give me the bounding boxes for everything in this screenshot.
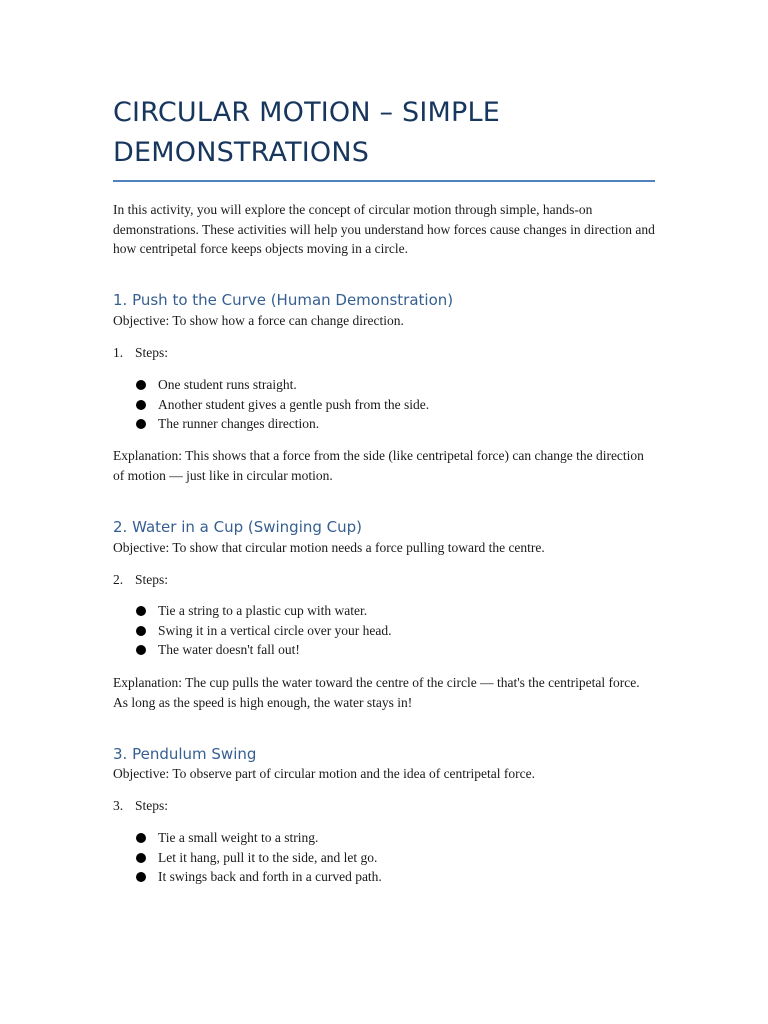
bullet-icon xyxy=(136,853,146,863)
steps-label: Steps: xyxy=(135,345,169,360)
bullet-text: One student runs straight. xyxy=(158,377,297,392)
section-1-bullet-list xyxy=(136,375,429,434)
bullet-icon xyxy=(136,606,146,616)
bullet-icon xyxy=(136,872,146,882)
bullet-icon xyxy=(136,833,146,843)
steps-number: 3. xyxy=(113,798,124,813)
title-underline xyxy=(113,180,655,182)
steps-number: 2. xyxy=(113,572,124,587)
section-3-objective: Objective: To observe part of circular motion and the idea of centripetal force. xyxy=(113,766,536,781)
bullet-text: Tie a string to a plastic cup with water. xyxy=(158,603,368,618)
list-item xyxy=(136,621,392,641)
steps-label: Steps: xyxy=(135,572,169,587)
list-item xyxy=(136,640,392,660)
section-3-bullet-list xyxy=(136,828,382,887)
steps-number: 1. xyxy=(113,345,124,360)
section-2-objective: Objective: To show that circular motion needs a force pulling toward the centre. xyxy=(113,540,545,555)
section-2-steps xyxy=(113,570,655,590)
steps-label: Steps: xyxy=(135,798,169,813)
bullet-text: Let it hang, pull it to the side, and let go. xyxy=(158,849,378,865)
page-title: CIRCULAR MOTION – SIMPLE DEMONSTRATIONS xyxy=(113,97,501,168)
bullet-text: The runner changes direction. xyxy=(158,416,320,431)
bullet-text: Swing it in a vertical circle over your head. xyxy=(158,622,392,638)
section-2-bullet-list xyxy=(136,601,392,660)
section-1-objective: Objective: To show how a force can change direction. xyxy=(113,313,404,328)
section-1-steps xyxy=(113,343,655,363)
list-item xyxy=(136,395,429,415)
bullet-icon xyxy=(136,645,146,655)
section-2-heading: 2. Water in a Cup (Swinging Cup) xyxy=(113,518,363,536)
bullet-text: Tie a small weight to a string. xyxy=(158,830,319,845)
bullet-icon xyxy=(136,626,146,636)
section-3-steps xyxy=(113,796,655,816)
bullet-text: The water doesn't fall out! xyxy=(158,642,300,657)
section-2-explanation: Explanation: The cup pulls the water toward the centre of the circle — that's the centripetal force. As long as the speed is high enough, the water stays in! xyxy=(113,675,640,710)
bullet-text: Another student gives a gentle push from the side. xyxy=(158,396,430,412)
list-item xyxy=(136,848,382,868)
list-item xyxy=(136,867,382,887)
list-item xyxy=(136,828,382,848)
section-1-explanation: Explanation: This shows that a force from the side (like centripetal force) can change the direction of motion — just like in circular motion. xyxy=(113,448,644,483)
list-item xyxy=(136,601,392,621)
bullet-icon xyxy=(136,419,146,429)
bullet-text: It swings back and forth in a curved path. xyxy=(158,869,382,884)
list-item xyxy=(136,375,429,395)
list-item xyxy=(136,414,429,434)
section-1-heading: 1. Push to the Curve (Human Demonstration) xyxy=(113,291,454,309)
section-3-heading: 3. Pendulum Swing xyxy=(113,745,257,763)
bullet-icon xyxy=(136,400,146,410)
intro-paragraph: In this activity, you will explore the concept of circular motion through simple, hands-on demonstrations. These activities will help you understand how forces cause changes in direction and how centripetal force keeps objects moving in a circle. xyxy=(113,202,655,256)
bullet-icon xyxy=(136,380,146,390)
